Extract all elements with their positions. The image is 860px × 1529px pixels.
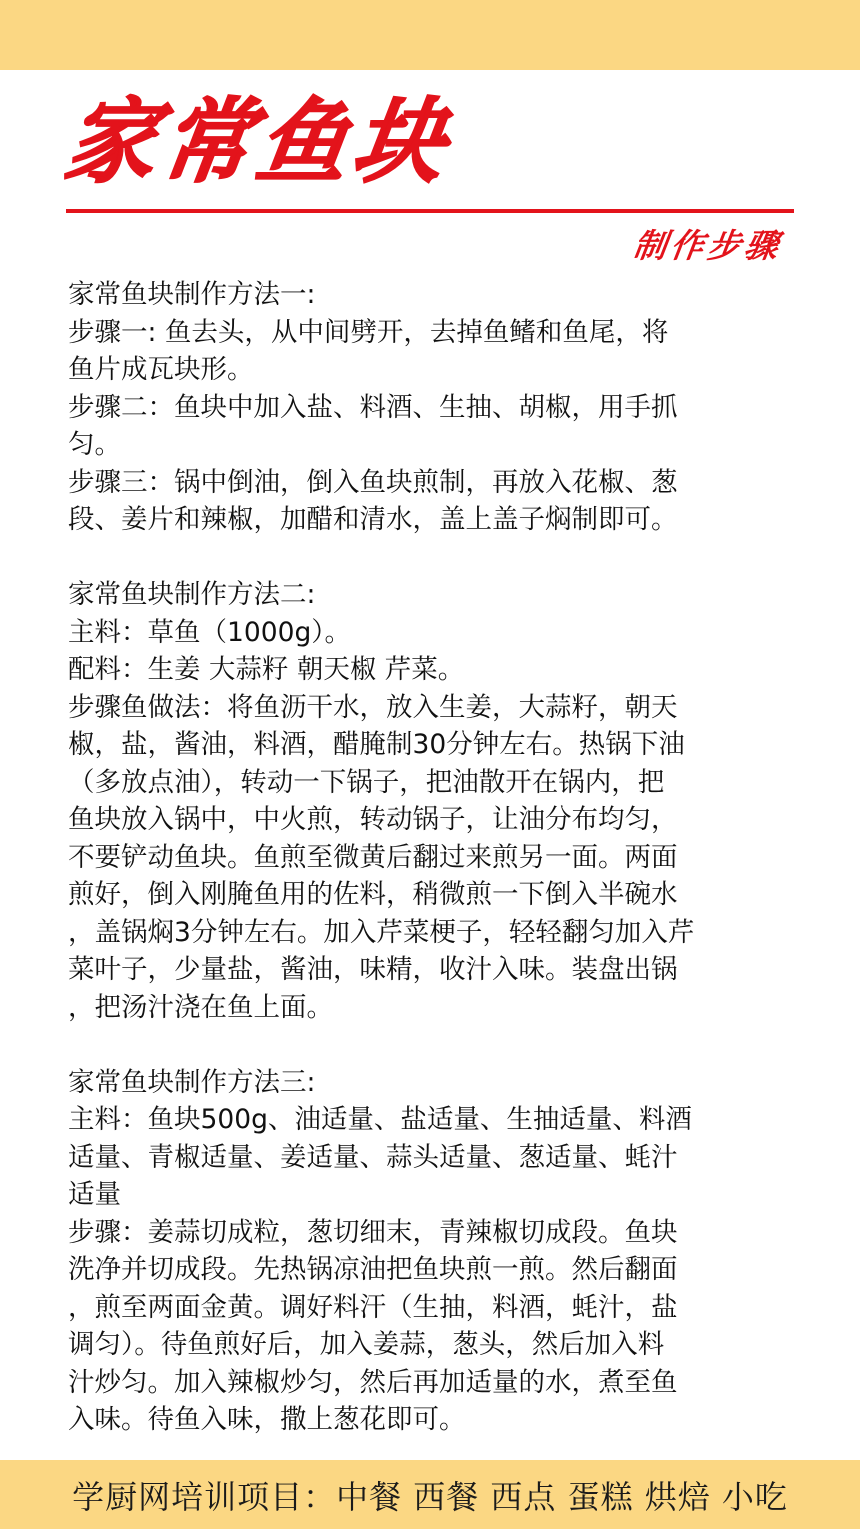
method-line: 主料：草鱼（1000g）。 — [68, 616, 352, 648]
method-line: 煎好，倒入刚腌鱼用的佐料，稍微煎一下倒入半碗水 — [68, 879, 678, 910]
method-one-section — [68, 276, 792, 539]
method-line: 调匀）。待鱼煎好后，加入姜蒜，葱头，然后加入料 — [68, 1329, 665, 1360]
method-line: 洗净并切成段。先热锅凉油把鱼块煎一煎。然后翻面 — [68, 1254, 678, 1285]
method-line: 主料：鱼块500g、油适量、盐适量、生抽适量、料酒 — [68, 1104, 692, 1135]
method-line: 适量、青椒适量、姜适量、蒜头适量、葱适量、蚝汁 — [68, 1141, 678, 1173]
method-line: 家常鱼块制作方法三: — [68, 1066, 316, 1098]
method-two-section — [68, 576, 792, 1026]
method-line: 菜叶子，少量盐，酱油，味精，收汁入味。装盘出锅 — [68, 954, 678, 985]
method-line: 家常鱼块制作方法一: — [68, 279, 316, 310]
method-line: 鱼块放入锅中，中火煎，转动锅子，让油分布均匀， — [68, 804, 678, 835]
method-line: 配料：生姜 大蒜籽 朝天椒 芹菜。 — [68, 654, 465, 685]
method-line: 椒，盐，酱油，料酒，醋腌制30分钟左右。热锅下油 — [68, 729, 685, 760]
method-line: 步骤一: 鱼去头，从中间劈开，去掉鱼鳍和鱼尾，将 — [68, 316, 669, 348]
method-three-section — [68, 1064, 792, 1439]
method-line: ，盖锅焖3分钟左右。加入芹菜梗子，轻轻翻匀加入芹 — [68, 916, 695, 948]
footer-text: 学厨网培训项目：中餐 西餐 西点 蛋糕 烘焙 小吃 — [72, 1477, 788, 1516]
method-line: 步骤：姜蒜切成粒，葱切细末，青辣椒切成段。鱼块 — [68, 1216, 678, 1248]
method-line: 步骤三：锅中倒油，倒入鱼块煎制，再放入花椒、葱 — [68, 466, 678, 498]
method-line: 汁炒匀。加入辣椒炒匀，然后再加适量的水，煮至鱼 — [68, 1366, 678, 1398]
page-title: 家常鱼块 — [58, 88, 458, 197]
title-divider — [66, 209, 794, 213]
method-line: 段、姜片和辣椒，加醋和清水，盖上盖子焖制即可。 — [68, 504, 678, 535]
method-line: ，煎至两面金黄。调好料汗（生抽，料酒，蚝汁，盐 — [68, 1291, 678, 1323]
method-line: 不要铲动鱼块。鱼煎至微黄后翻过来煎另一面。两面 — [68, 841, 678, 873]
method-line: 匀。 — [68, 429, 121, 460]
method-line: 家常鱼块制作方法二: — [68, 579, 316, 610]
method-line: ，把汤汁浇在鱼上面。 — [68, 991, 333, 1023]
method-line: 步骤二：鱼块中加入盐、料酒、生抽、胡椒，用手抓 — [68, 391, 678, 423]
footer-banner — [0, 1460, 860, 1529]
method-line: 鱼片成瓦块形。 — [68, 354, 254, 385]
method-line: 步骤鱼做法：将鱼沥干水，放入生姜，大蒜籽，朝天 — [68, 691, 678, 723]
method-line: 适量 — [68, 1179, 121, 1210]
method-line: （多放点油），转动一下锅子，把油散开在锅内，把 — [68, 766, 665, 798]
recipe-content — [68, 276, 792, 1439]
top-banner — [0, 0, 860, 70]
method-line: 入味。待鱼入味，撒上葱花即可。 — [68, 1404, 466, 1435]
page-subtitle: 制作步骤 — [630, 226, 785, 265]
